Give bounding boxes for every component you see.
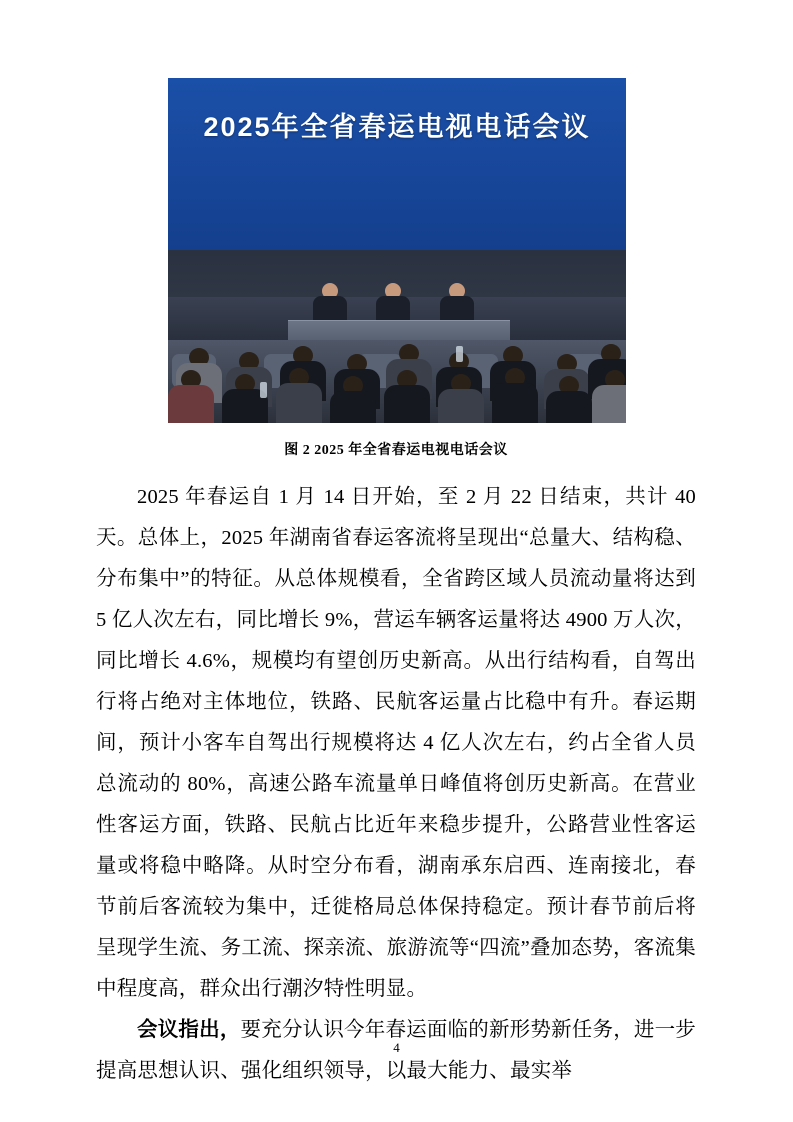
panelist: [440, 283, 474, 323]
meeting-photograph: [168, 78, 626, 423]
paragraph-1-text: 2025 年春运自 1 月 14 日开始，至 2 月 22 日结束，共计 40 天。总体上，2025 年湖南省春运客流将呈现出“总量大、结构稳、分布集中”的特征。从总体规模看，全省跨区域人员流动量将达到 5 亿人次左右，同比增长 9%，营运车辆客运量将达 4900 万人次，同比增长 4.6%，规模均有望创历史新高。从出行结构看，自驾出行将占绝对主体地位，铁路、民航客运量占比稳中有升。春运期间，预计小客车自驾出行规模将达 4 亿人次左右，约占全省人员总流动的 80%，高速公路车流量单日峰值将创历史新高。在营业性客运方面，铁路、民航占比近年来稳步提升，公路营业性客运量或将稳中略降。从时空分布看，湖南承东启西、连南接北，春节前后客流较为集中，迁徙格局总体保持稳定。预计春节前后将呈现学生流、务工流、探亲流、旅游流等“四流”叠加态势，客流集中程度高，群众出行潮汐特性明显。: [96, 486, 696, 1000]
paragraph-1: [96, 477, 696, 1010]
body-text: [96, 477, 696, 1092]
attendee: [384, 370, 430, 423]
paragraph-2-text: 要充分认识今年春运面临的新形势新任务，进一步提高思想认识、强化组织领导，以最大能力、最实举: [96, 1019, 697, 1082]
attendee: [492, 368, 538, 422]
page-number: 4: [393, 1040, 400, 1055]
attendee: [168, 370, 214, 423]
figure-caption: 图 2 2025 年全省春运电视电话会议: [284, 443, 508, 458]
figure-meeting-photo: [96, 78, 696, 459]
attendee: [438, 374, 484, 423]
banner-title: 2025年全省春运电视电话会议: [203, 112, 591, 142]
water-bottle: [456, 346, 463, 362]
panelist: [313, 283, 347, 323]
attendee: [276, 368, 322, 422]
attendee: [546, 376, 592, 423]
page-content: [96, 78, 696, 1092]
paragraph-2-lead: 会议指出，: [137, 1019, 241, 1041]
water-bottle: [260, 382, 267, 398]
panelist: [376, 283, 410, 323]
attendee: [330, 376, 376, 423]
audience-area: [168, 340, 626, 423]
photo-banner: [168, 78, 626, 250]
attendee: [592, 370, 626, 423]
